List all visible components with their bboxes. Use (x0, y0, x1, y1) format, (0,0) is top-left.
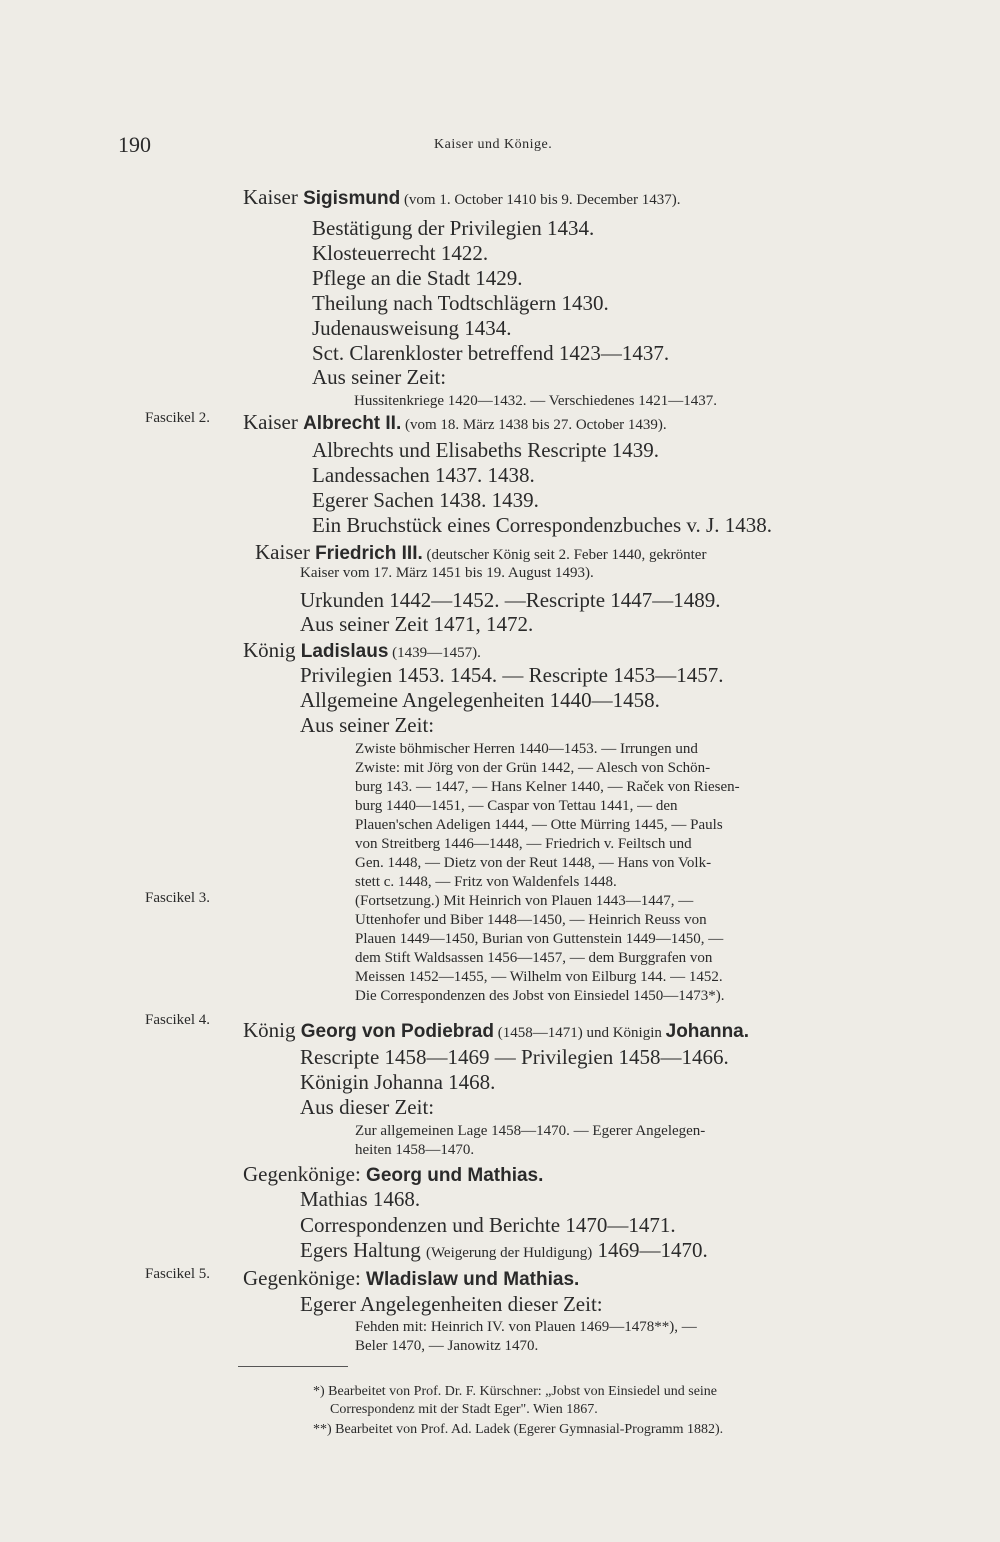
entry: Urkunden 1442—1452. —Rescripte 1447—1489. (300, 588, 721, 612)
para-line: Fehden mit: Heinrich IV. von Plauen 1469—1478**), — (355, 1319, 697, 1335)
entry: Aus seiner Zeit: (300, 713, 435, 737)
para-line: burg 1440—1451, — Caspar von Tettau 1441, — den (355, 798, 678, 814)
ruler-dates: Kaiser vom 17. März 1451 bis 19. August 1493). (300, 565, 594, 581)
para-line: Plauen 1449—1450, Burian von Guttenstein 1449—1450, — (355, 931, 724, 947)
para-line: Gen. 1448, — Dietz von der Reut 1448, — Hans von Volk- (355, 855, 712, 871)
para-line: burg 143. — 1447, — Hans Kelner 1440, — Raček von Riesen- (355, 779, 740, 795)
ruler-heading-albrecht: Kaiser Albrecht II. (vom 18. März 1438 bis 27. October 1439). (243, 410, 667, 434)
page-number: 190 (118, 132, 151, 157)
entry: Privilegien 1453. 1454. — Rescripte 1453—1457. (300, 663, 724, 687)
margin-note-fascikel-4: Fascikel 4. (145, 1012, 210, 1028)
entry: Allgemeine Angelegenheiten 1440—1458. (300, 688, 660, 712)
para-line: Plauen'schen Adeligen 1444, — Otte Mürring 1445, — Pauls (355, 817, 723, 833)
ruler-heading-georg-mathias: Gegenkönige: Georg und Mathias. (243, 1162, 544, 1186)
entry: Egerer Angelegenheiten dieser Zeit: (300, 1292, 603, 1316)
entry: Aus seiner Zeit: (312, 365, 447, 389)
para-line: Zur allgemeinen Lage 1458—1470. — Egerer Angelegen- (355, 1123, 706, 1139)
sub-entry: Hussitenkriege 1420—1432. — Verschiedenes 1421—1437. (354, 393, 718, 409)
para-line: Die Correspondenzen des Jobst von Einsiedel 1450—1473*). (355, 988, 725, 1004)
entry: Pflege an die Stadt 1429. (312, 266, 523, 290)
entry: Correspondenzen und Berichte 1470—1471. (300, 1213, 676, 1237)
ruler-heading-ladislaus: König Ladislaus (1439—1457). (243, 638, 481, 662)
ruler-heading-georg: König Georg von Podiebrad (1458—1471) und Königin Johanna. (243, 1018, 750, 1042)
para-line: Beler 1470, — Janowitz 1470. (355, 1338, 539, 1354)
para-line: Zwiste böhmischer Herren 1440—1453. — Irrungen und (355, 741, 698, 757)
footnote-rule (238, 1366, 348, 1367)
ruler-heading-sigismund: Kaiser Sigismund (vom 1. October 1410 bis 9. December 1437). (243, 185, 681, 209)
footnote: *) Bearbeitet von Prof. Dr. F. Kürschner: „Jobst von Einsiedel und seine (313, 1384, 718, 1399)
ruler-heading-wladislaw-mathias: Gegenkönige: Wladislaw und Mathias. (243, 1266, 580, 1290)
margin-note-fascikel-2: Fascikel 2. (145, 410, 210, 426)
running-head: Kaiser und Könige. (434, 137, 553, 152)
entry: Albrechts und Elisabeths Rescripte 1439. (312, 438, 660, 462)
para-line: Uttenhofer und Biber 1448—1450, — Heinrich Reuss von (355, 912, 707, 928)
entry: Rescripte 1458—1469 — Privilegien 1458—1466. (300, 1045, 729, 1069)
para-line: dem Stift Waldsassen 1456—1457, — dem Burggrafen von (355, 950, 713, 966)
entry: Aus dieser Zeit: (300, 1095, 435, 1119)
para-line: von Streitberg 1446—1448, — Friedrich v. Feiltsch und (355, 836, 692, 852)
para-line: (Fortsetzung.) Mit Heinrich von Plauen 1443—1447, — (355, 893, 694, 909)
para-line: Meissen 1452—1455, — Wilhelm von Eilburg 144. — 1452. (355, 969, 723, 985)
entry: Ein Bruchstück eines Correspondenzbuches v. J. 1438. (312, 513, 772, 537)
para-line: heiten 1458—1470. (355, 1142, 475, 1158)
entry: Bestätigung der Privilegien 1434. (312, 216, 595, 240)
entry: Sct. Clarenkloster betreffend 1423—1437. (312, 341, 670, 365)
entry: Theilung nach Todtschlägern 1430. (312, 291, 609, 315)
entry: Aus seiner Zeit 1471, 1472. (300, 612, 534, 636)
entry: Klosteuerrecht 1422. (312, 241, 489, 265)
margin-note-fascikel-3: Fascikel 3. (145, 890, 210, 906)
footnote: Correspondenz mit der Stadt Eger". Wien 1867. (330, 1402, 598, 1417)
para-line: Zwiste: mit Jörg von der Grün 1442, — Alesch von Schön- (355, 760, 711, 776)
entry: Egerer Sachen 1438. 1439. (312, 488, 539, 512)
entry: Mathias 1468. (300, 1187, 421, 1211)
entry: Judenausweisung 1434. (312, 316, 512, 340)
entry: Landessachen 1437. 1438. (312, 463, 535, 487)
para-line: stett c. 1448, — Fritz von Waldenfels 1448. (355, 874, 617, 890)
ruler-heading-friedrich: Kaiser Friedrich III. (deutscher König seit 2. Feber 1440, gekrönter (255, 540, 707, 564)
margin-note-fascikel-5: Fascikel 5. (145, 1266, 210, 1282)
entry: Königin Johanna 1468. (300, 1070, 496, 1094)
entry: Egers Haltung (Weigerung der Huldigung) 1469—1470. (300, 1238, 708, 1262)
footnote: **) Bearbeitet von Prof. Ad. Ladek (Egerer Gymnasial-Programm 1882). (313, 1422, 724, 1437)
